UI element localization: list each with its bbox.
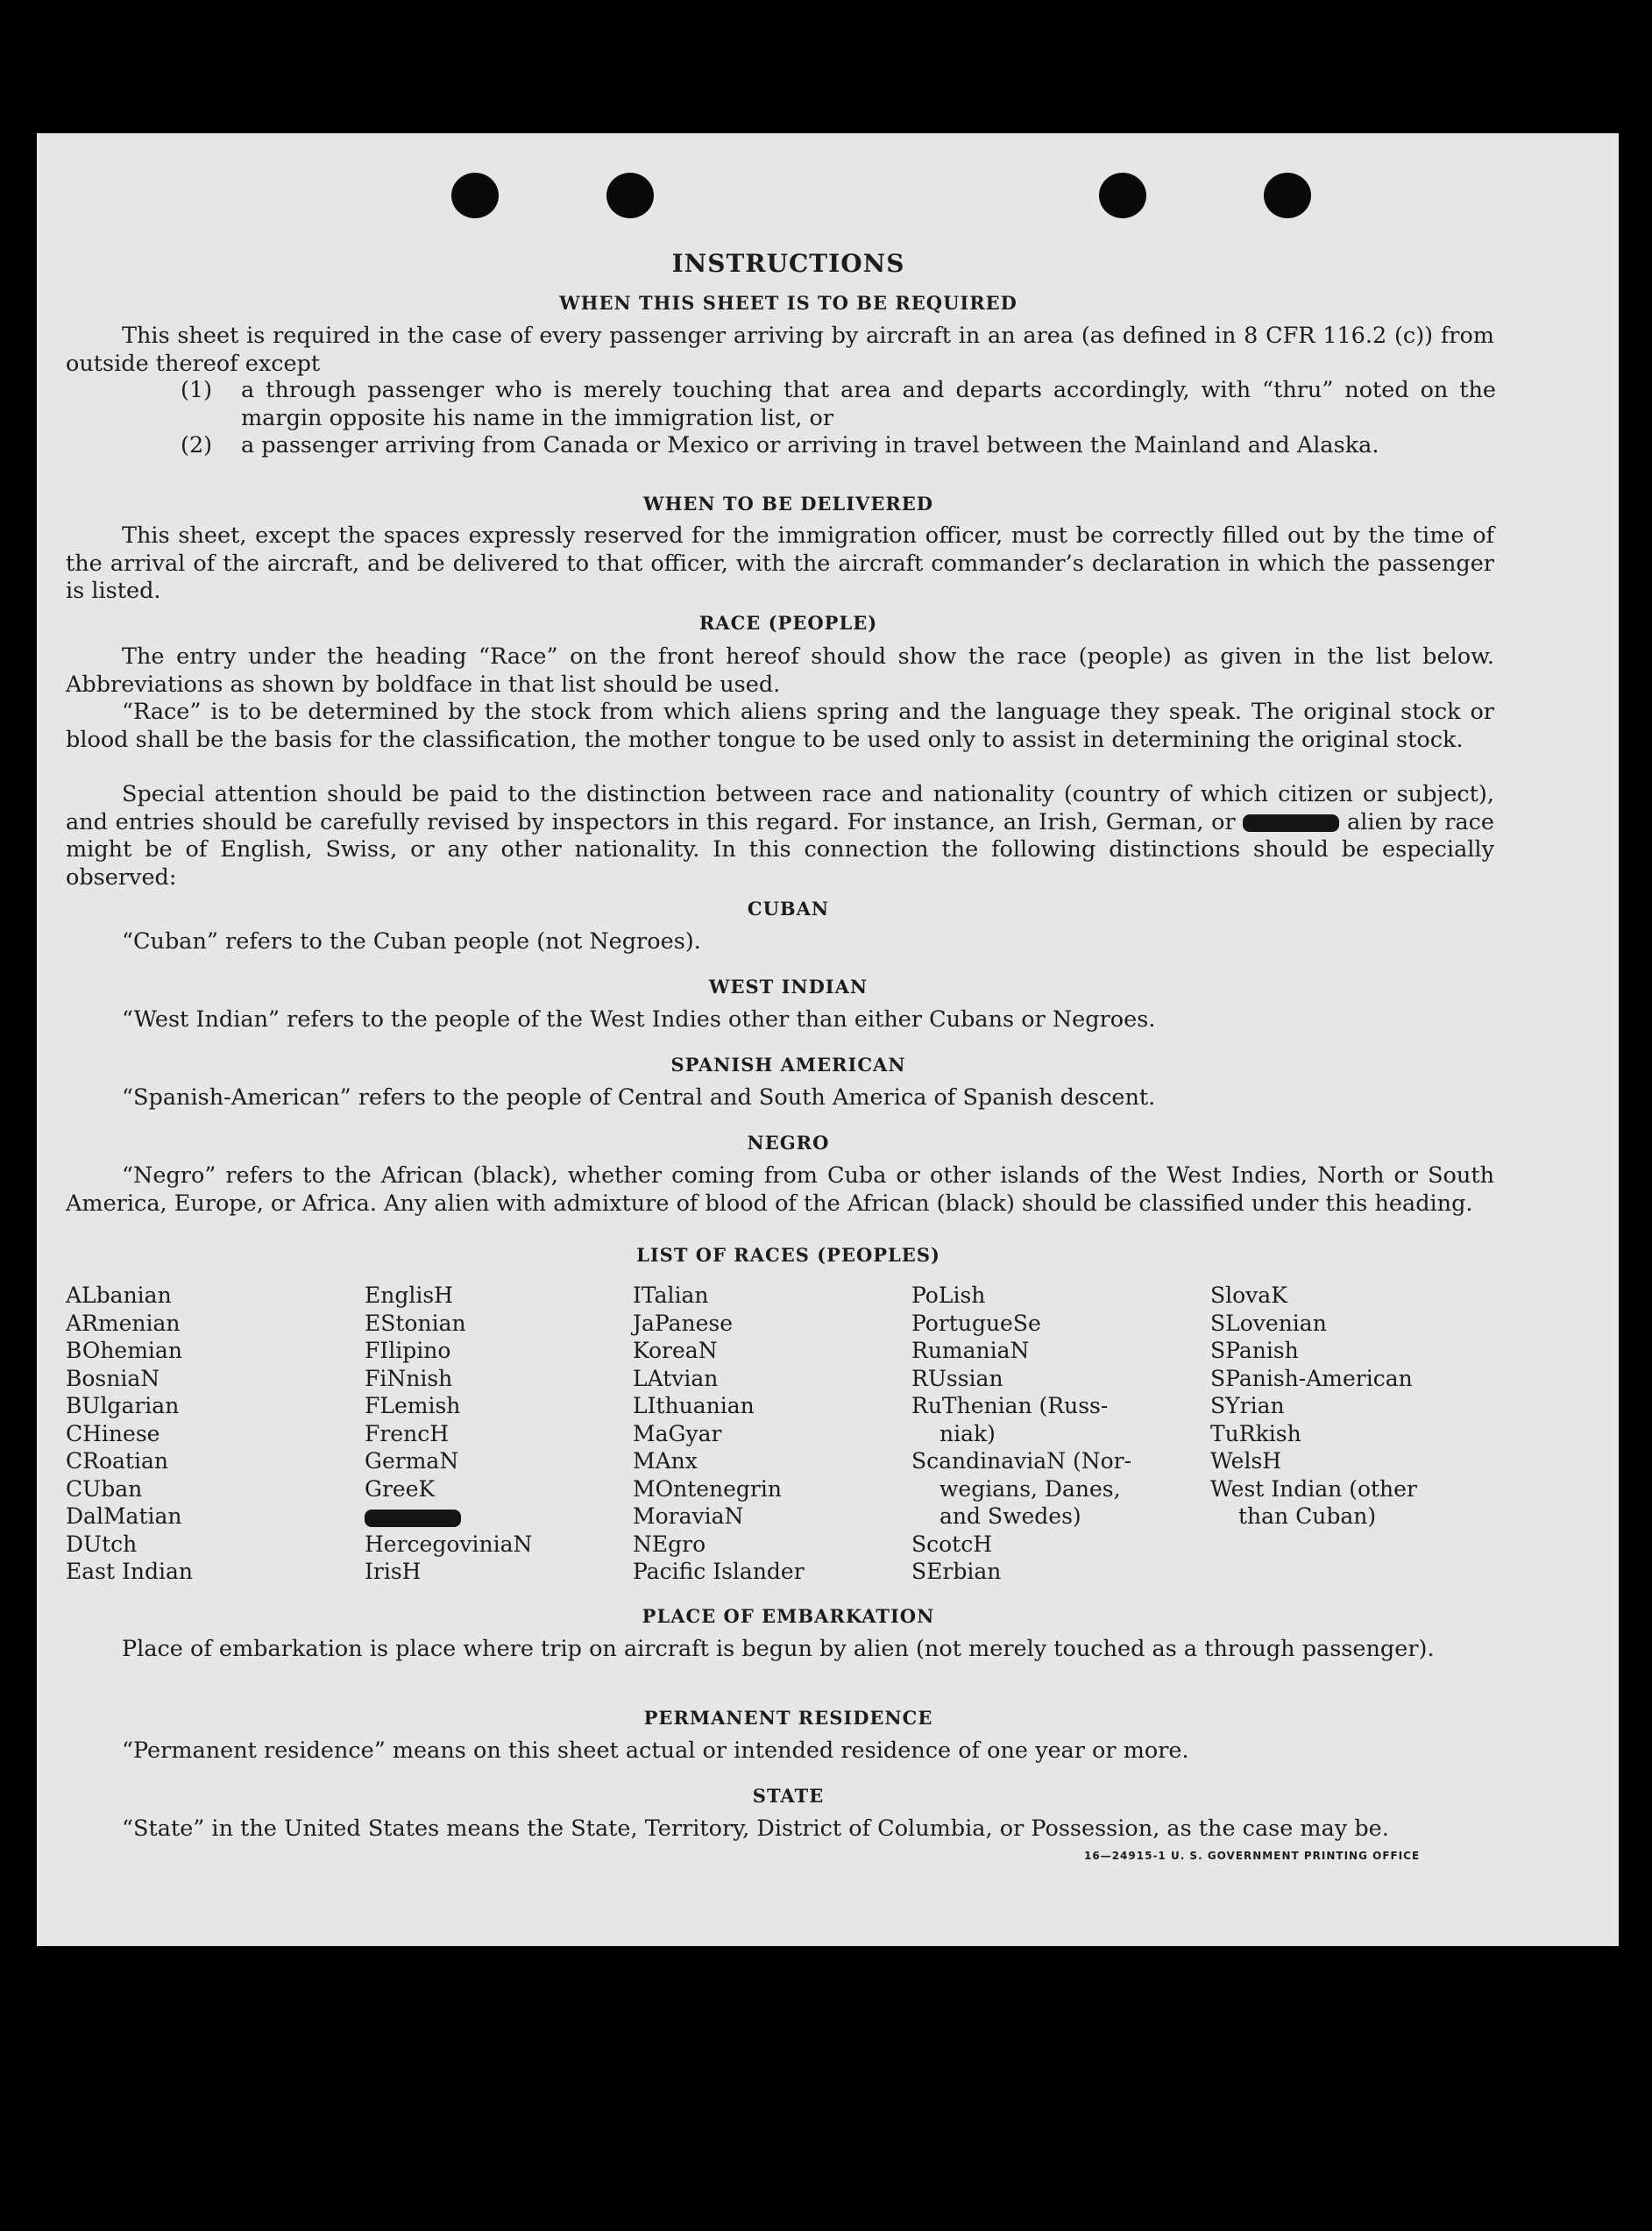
instruction-sheet <box>37 133 1619 1946</box>
race-entry: ALbanian <box>66 1282 172 1308</box>
item-number: (2) <box>181 432 213 458</box>
race-entry: NEgro <box>633 1531 706 1557</box>
punch-hole <box>451 173 499 218</box>
west-indian-text: “West Indian” refers to the people of the West Indies other than either Cubans or Negroes. <box>122 1006 1156 1033</box>
heading-embarkation: PLACE OF EMBARKATION <box>642 1605 935 1627</box>
embarkation-text: Place of embarkation is place where trip on aircraft is begun by alien (not merely touched as a through passenger). <box>122 1636 1435 1662</box>
negro-text: “Negro” refers to the African (black), whether coming from Cuba or other islands of the West Indies, North or South America, Europe, or Africa. Any alien with admixture of blood of the African (black) should be classified under this heading. <box>66 1162 1494 1217</box>
race-column-2 <box>365 1282 532 1586</box>
race-entry: PortugueSe <box>911 1310 1041 1336</box>
race-entry: LAtvian <box>633 1365 719 1391</box>
race-entry: FiNnish <box>365 1365 453 1391</box>
race-entry: BUlgarian <box>66 1393 180 1418</box>
race-entry-continued: wegians, Danes, <box>939 1475 1121 1502</box>
heading-race: RACE (PEOPLE) <box>698 612 878 634</box>
race-entry: FrencH <box>365 1420 449 1446</box>
race-entry: West Indian (other <box>1210 1475 1417 1502</box>
printer-imprint: 16—24915-1 U. S. GOVERNMENT PRINTING OFFICE <box>1084 1850 1421 1862</box>
race-entry: SlovaK <box>1210 1282 1287 1308</box>
heading-negro: NEGRO <box>747 1132 830 1154</box>
race-entry-continued: niak) <box>939 1420 996 1446</box>
race-entry: ARmenian <box>66 1310 181 1336</box>
race-entry: East Indian <box>66 1559 193 1584</box>
when-delivered-text: This sheet, except the spaces expressly reserved for the immigration officer, must be correctly filled out by the time of the arrival of the aircraft, and be delivered to that officer, with the aircraft commander’s declaration in which the passenger is listed. <box>66 522 1494 604</box>
race-column-5 <box>1210 1282 1417 1531</box>
race-column-3 <box>633 1282 805 1586</box>
race-entry: CHinese <box>66 1420 160 1446</box>
state-text: “State” in the United States means the State, Territory, District of Columbia, or Possession, as the case may be. <box>122 1815 1389 1842</box>
race-paragraph-3b: alien by race might be of English, Swiss, or any other nationality. In this connection the following distinctions should be especially observed: <box>66 808 1495 891</box>
race-entry: MoraviaN <box>633 1503 744 1529</box>
punch-hole <box>1264 173 1311 218</box>
race-entry: PoLish <box>911 1282 986 1308</box>
race-entry: DalMatian <box>66 1503 182 1529</box>
cuban-text: “Cuban” refers to the Cuban people (not Negroes). <box>122 928 701 955</box>
race-entry: SErbian <box>911 1559 1002 1584</box>
race-entry: BOhemian <box>66 1338 182 1363</box>
race-entry: ScotcH <box>911 1531 993 1557</box>
race-paragraph-2: “Race” is to be determined by the stock from which aliens spring and the language they speak. The original stock or blood shall be the basis for the classification, the mother tongue to be used only to assist in determining the original stock. <box>66 699 1494 753</box>
race-entry: EStonian <box>365 1310 466 1336</box>
race-entry-continued: than Cuban) <box>1238 1503 1377 1529</box>
heading-spanish-american: SPANISH AMERICAN <box>670 1054 906 1076</box>
redacted-entry <box>365 1503 532 1531</box>
heading-state: STATE <box>752 1785 825 1807</box>
race-entry: TuRkish <box>1210 1420 1301 1446</box>
race-entry: RUssian <box>911 1365 1003 1391</box>
race-entry: FIlipino <box>365 1338 451 1363</box>
race-paragraph-3a: Special attention should be paid to the distinction between race and nationality (country of which citizen or subject), and entries should be carefully revised by inspectors in this regard. For instance, an Irish, German, or <box>66 781 1494 835</box>
race-entry: MAnx <box>633 1448 698 1474</box>
race-paragraph-3 <box>66 781 1494 892</box>
race-entry: SPanish-American <box>1210 1365 1413 1391</box>
item-number: (1) <box>181 377 213 403</box>
race-entry: DUtch <box>66 1531 138 1557</box>
punch-hole <box>1099 173 1146 218</box>
race-entry: ScandinaviaN (Nor- <box>911 1448 1132 1474</box>
race-entry: SLovenian <box>1210 1310 1327 1336</box>
race-entry: KoreaN <box>633 1338 718 1363</box>
race-paragraph-1: The entry under the heading “Race” on the front hereof should show the race (people) as given in the list below. Abbreviations as shown by boldface in that list should be used. <box>66 643 1494 698</box>
race-entry: GermaN <box>365 1448 459 1474</box>
race-entry: MOntenegrin <box>633 1475 782 1502</box>
when-required-intro: This sheet is required in the case of every passenger arriving by aircraft in an area (as defined in 8 CFR 116.2 (c)) from outside thereof except <box>66 323 1494 377</box>
exception-item-1 <box>181 377 1496 432</box>
race-entry: IrisH <box>365 1559 422 1584</box>
spanish-american-text: “Spanish-American” refers to the people of Central and South America of Spanish descent. <box>122 1084 1156 1111</box>
heading-when-delivered: WHEN TO BE DELIVERED <box>642 493 933 515</box>
race-column-1 <box>66 1282 193 1586</box>
heading-west-indian: WEST INDIAN <box>708 976 869 998</box>
race-entry: Pacific Islander <box>633 1559 805 1584</box>
heading-cuban: CUBAN <box>747 898 830 920</box>
race-entry: SYrian <box>1210 1393 1285 1418</box>
race-entry: BosniaN <box>66 1365 160 1391</box>
redaction-mark <box>1243 814 1339 832</box>
race-entry: JaPanese <box>633 1310 734 1336</box>
race-entry-continued: and Swedes) <box>939 1503 1081 1529</box>
race-entry: EnglisH <box>365 1282 453 1308</box>
race-entry: ITalian <box>633 1282 709 1308</box>
exception-item-2 <box>181 432 1496 460</box>
race-entry: GreeK <box>365 1475 436 1502</box>
heading-permanent-residence: PERMANENT RESIDENCE <box>643 1707 933 1729</box>
race-entry: CRoatian <box>66 1448 168 1474</box>
heading-list-of-races: LIST OF RACES (PEOPLES) <box>636 1244 940 1266</box>
punch-hole <box>606 173 654 218</box>
race-entry: RumaniaN <box>911 1338 1030 1363</box>
race-entry: LIthuanian <box>633 1393 755 1418</box>
race-entry: SPanish <box>1210 1338 1299 1363</box>
race-entry: MaGyar <box>633 1420 722 1446</box>
race-entry: CUban <box>66 1475 143 1502</box>
item-text: a through passenger who is merely touching that area and departs accordingly, with “thru” noted on the margin opposite his name in the immigration list, or <box>241 377 1496 431</box>
redaction-mark <box>365 1510 461 1527</box>
race-entry: HercegoviniaN <box>365 1531 533 1557</box>
race-entry: RuThenian (Russ- <box>911 1393 1109 1418</box>
page-title: INSTRUCTIONS <box>671 249 905 278</box>
race-column-4 <box>911 1282 1131 1586</box>
residence-text: “Permanent residence” means on this sheet actual or intended residence of one year or more. <box>122 1737 1189 1764</box>
item-text: a passenger arriving from Canada or Mexico or arriving in travel between the Mainland and Alaska. <box>241 432 1379 458</box>
heading-when-required: WHEN THIS SHEET IS TO BE REQUIRED <box>559 292 1017 314</box>
race-entry: WelsH <box>1210 1448 1282 1474</box>
race-entry: FLemish <box>365 1393 461 1418</box>
